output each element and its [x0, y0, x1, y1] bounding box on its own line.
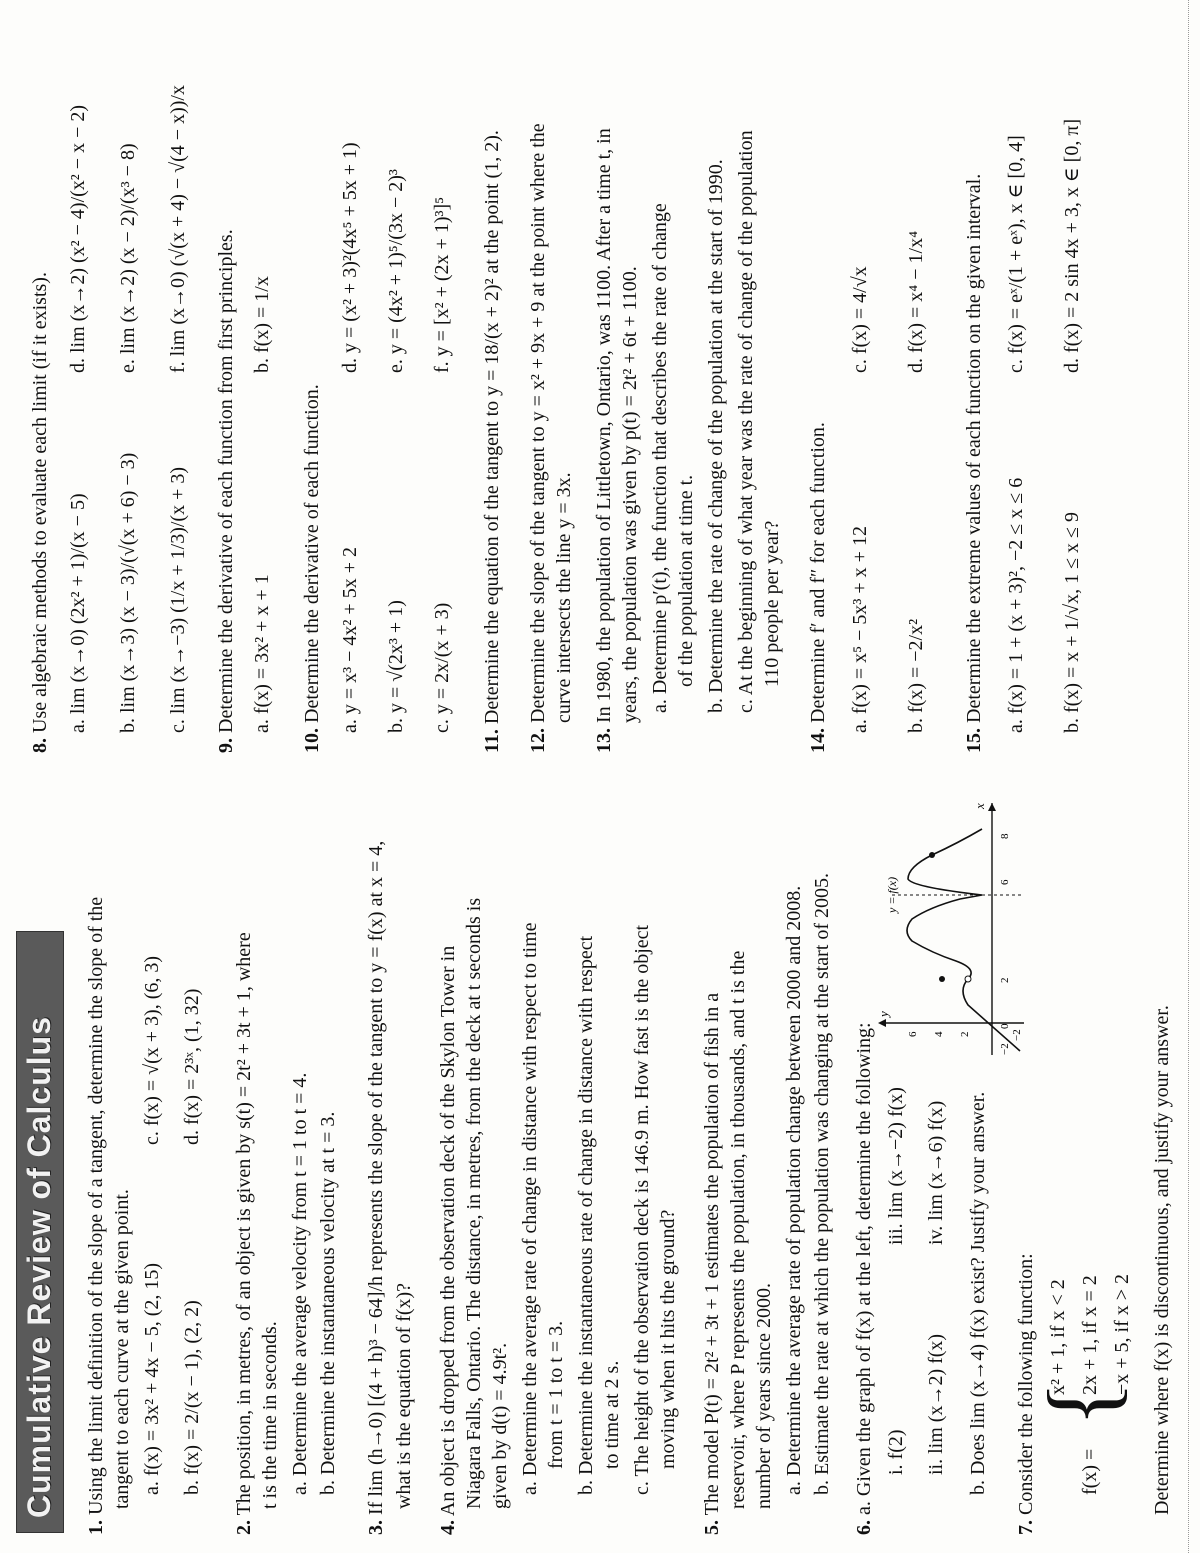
q9-stem: 9. Determine the derivative of each function from first principles. — [215, 229, 237, 753]
q14-part-d: d. f(x) = x⁴ − 1/x⁴ — [905, 230, 927, 373]
q5-part-b: b. Estimate the rate at which the population was changing at the start of 2005. — [811, 872, 833, 1495]
tick-y-4: 4 — [933, 1031, 945, 1037]
q9-part-b: b. f(x) = 1/x — [251, 276, 273, 373]
page-title: Cumulative Review of Calculus — [21, 1015, 57, 1518]
q1-part-a: a. f(x) = 3x² + 4x − 5, (2, 15) — [141, 1262, 163, 1495]
tick-y-neg2: −2 — [1011, 1029, 1023, 1041]
q7-brace: { — [1028, 1380, 1135, 1427]
q4-part-c-line2: moving when it hits the ground? — [657, 1209, 679, 1469]
q14-part-b: b. f(x) = −2/x² — [905, 618, 927, 733]
closed-point-2 — [929, 852, 935, 858]
q10-part-e: e. y = (4x² + 1)⁵/(3x − 2)³ — [385, 169, 407, 373]
q5-part-a: a. Determine the average rate of population change between 2000 and 2008. — [783, 885, 805, 1495]
q5-stem-line1: 5. The model P(t) = 2t² + 3t + 1 estimates the population of fish in a — [701, 992, 723, 1535]
q13-part-c-line1: c. At the beginning of what year was the rate of change of the population — [735, 130, 757, 713]
q7-case-2: 2x + 1, if x = 2 — [1079, 1275, 1101, 1395]
q13-part-c-line2: 110 people per year? — [761, 520, 783, 687]
q6-graph — [872, 795, 1032, 1065]
q12-stem-line1: 12. Determine the slope of the tangent to y = x² + 9x + 9 at the point where the — [527, 123, 549, 753]
y-axis-label: y — [876, 1011, 891, 1017]
q7-fx: f(x) = — [1079, 1448, 1101, 1495]
q14-part-a: a. f(x) = x⁵ − 5x³ + x + 12 — [849, 526, 871, 733]
q15-part-d: d. f(x) = 2 sin 4x + 3, x ∈ [0, π] — [1061, 118, 1083, 373]
q11-stem: 11. Determine the equation of the tangent to y = 18/(x + 2)² at the point (1, 2). — [481, 130, 503, 753]
q3-stem-line2: what is the equation of f(x)? — [393, 1282, 415, 1509]
q8-part-b: b. lim (x→3) (x − 3)/(√(x + 6) − 3) — [117, 452, 139, 733]
q2-stem-line1: 2. The position, in metres, of an object is given by s(t) = 2t² + 3t + 1, where — [233, 932, 255, 1535]
q9-part-a: a. f(x) = 3x² + x + 1 — [251, 574, 273, 733]
q1-part-b: b. f(x) = 2/(x − 1), (2, 2) — [181, 1300, 203, 1495]
q5-stem-line3: number of years since 2000. — [753, 1282, 775, 1509]
tick-x-neg2: −2 — [999, 1043, 1011, 1055]
tick-y-6: 6 — [907, 1031, 919, 1037]
q1-part-d: d. f(x) = 2³ˣ, (1, 32) — [181, 988, 203, 1145]
x-axis-arrow — [988, 803, 996, 811]
q15-stem: 15. Determine the extreme values of each function on the given interval. — [963, 173, 985, 753]
x-axis-label: x — [972, 803, 987, 809]
q15-part-c: c. f(x) = eˣ/(1 + eˣ), x ∈ [0, 4] — [1005, 135, 1027, 373]
graph-curve-label: y = f(x) — [885, 876, 899, 913]
q10-part-a: a. y = x³ − 4x² + 5x + 2 — [339, 547, 361, 733]
open-point — [965, 976, 971, 982]
q6-stem: 6. a. Given the graph of f(x) at the left, determine the following: — [853, 1022, 875, 1535]
q7-stem: 7. Consider the following function: — [1015, 1253, 1037, 1535]
q4-stem-line1: 4. An object is dropped from the observation deck of the Skylon Tower in — [437, 945, 459, 1535]
q8-part-c: c. lim (x→−3) (1/x + 1/3)/(x + 3) — [167, 466, 189, 733]
q13-part-b: b. Determine the rate of change of the population at the start of 1990. — [705, 159, 727, 713]
q10-part-c: c. y = 2x/(x + 3) — [431, 602, 453, 733]
tick-x-8: 8 — [999, 833, 1011, 839]
q13-stem-line2: years, the population was given by p(t) = 2t² + 6t + 1100. — [619, 266, 641, 723]
q8-part-e: e. lim (x→2) (x − 2)/(x³ − 8) — [117, 143, 139, 373]
q10-part-f: f. y = [x² + (2x + 1)³]⁵ — [431, 196, 453, 373]
q1-stem-line1: 1. Using the limit definition of the slope of a tangent, determine the slope of the — [85, 896, 107, 1535]
q12-stem-line2: curve intersects the line y = 3x. — [553, 472, 575, 723]
q1-part-c: c. f(x) = √(x + 3), (6, 3) — [141, 955, 163, 1145]
q14-stem: 14. Determine f′ and f″ for each function. — [807, 422, 829, 753]
q15-part-a: a. f(x) = 1 + (x + 3)², −2 ≤ x ≤ 6 — [1005, 477, 1027, 733]
q8-part-d: d. lim (x→2) (x² − 4)/(x² − x − 2) — [67, 104, 89, 373]
q15-part-b: b. f(x) = x + 1/√x, 1 ≤ x ≤ 9 — [1061, 511, 1083, 733]
q4-part-b-line1: b. Determine the instantaneous rate of change in distance with respect — [575, 935, 597, 1495]
q1-stem-line2: tangent to each curve at the given point. — [111, 1189, 133, 1509]
q6-part-iii: iii. lim (x→−2) f(x) — [885, 1087, 907, 1245]
graph-curve — [907, 829, 1020, 1051]
q8-part-f: f. lim (x→0) (√(x + 4) − √(4 − x))/x — [167, 85, 189, 373]
scan-edge-line — [1188, 0, 1189, 1553]
q10-part-b: b. y = √(2x³ + 1) — [385, 600, 407, 733]
q13-stem-line1: 13. In 1980, the population of Littletown, Ontario, was 1100. After a time t, in — [593, 128, 615, 753]
q10-part-d: d. y = (x² + 3)²(4x⁵ + 5x + 1) — [339, 142, 361, 373]
q6-part-ii: ii. lim (x→2) f(x) — [925, 1333, 947, 1475]
q8-stem: 8. Use algebraic methods to evaluate each limit (if it exists). — [29, 272, 51, 753]
q2-stem-line2: t is the time in seconds. — [259, 1321, 281, 1509]
q7-case-3: −x + 5, if x > 2 — [1111, 1273, 1133, 1395]
q4-stem-line3: given by d(t) = 4.9t². — [489, 1342, 511, 1509]
q3-stem-line1: 3. If lim (h→0) [(4 + h)³ − 64]/h represents the slope of the tangent to y = f(x) at x = 4, — [365, 840, 387, 1535]
q4-part-a-line1: a. Determine the average rate of change in distance with respect to time — [519, 922, 541, 1495]
q5-stem-line2: reservoir, where P represents the population, in thousands, and t is the — [727, 950, 749, 1509]
q4-part-c-line1: c. The height of the observation deck is 146.9 m. How fast is the object — [631, 924, 653, 1495]
q8-part-a: a. lim (x→0) (2x² + 1)/(x − 5) — [67, 493, 89, 733]
q6-part-i: i. f(2) — [885, 1429, 907, 1475]
q7-case-1: x² + 1, if x < 2 — [1047, 1279, 1069, 1395]
q14-part-c: c. f(x) = 4/√x — [849, 266, 871, 373]
y-axis-arrow — [878, 1019, 886, 1027]
q4-part-a-line2: from t = 1 to t = 3. — [545, 1320, 567, 1469]
q10-stem: 10. Determine the derivative of each function. — [301, 384, 323, 753]
tick-y-2: 2 — [959, 1031, 971, 1037]
q6-part-iv: iv. lim (x→6) f(x) — [925, 1100, 947, 1245]
q2-part-a: a. Determine the average velocity from t = 1 to t = 4. — [289, 1072, 311, 1495]
q4-part-b-line2: to time at 2 s. — [601, 1360, 623, 1469]
q13-part-a-line2: of the population at time t. — [675, 474, 697, 687]
tick-x-2: 2 — [999, 977, 1011, 983]
q7-question: Determine where f(x) is discontinuous, and justify your answer. — [1151, 1005, 1173, 1515]
closed-point — [939, 976, 945, 982]
tick-x-6: 6 — [999, 879, 1011, 885]
title-banner — [16, 931, 64, 1533]
q2-part-b: b. Determine the instantaneous velocity at t = 3. — [317, 1111, 339, 1495]
q6-part-b: b. Does lim (x→4) f(x) exist? Justify your answer. — [967, 1091, 989, 1495]
q4-stem-line2: Niagara Falls, Ontario. The distance, in metres, from the deck at t seconds is — [463, 897, 485, 1509]
tick-x-0: 0 — [999, 1023, 1011, 1029]
q13-part-a-line1: a. Determine p′(t), the function that describes the rate of change — [649, 203, 671, 713]
